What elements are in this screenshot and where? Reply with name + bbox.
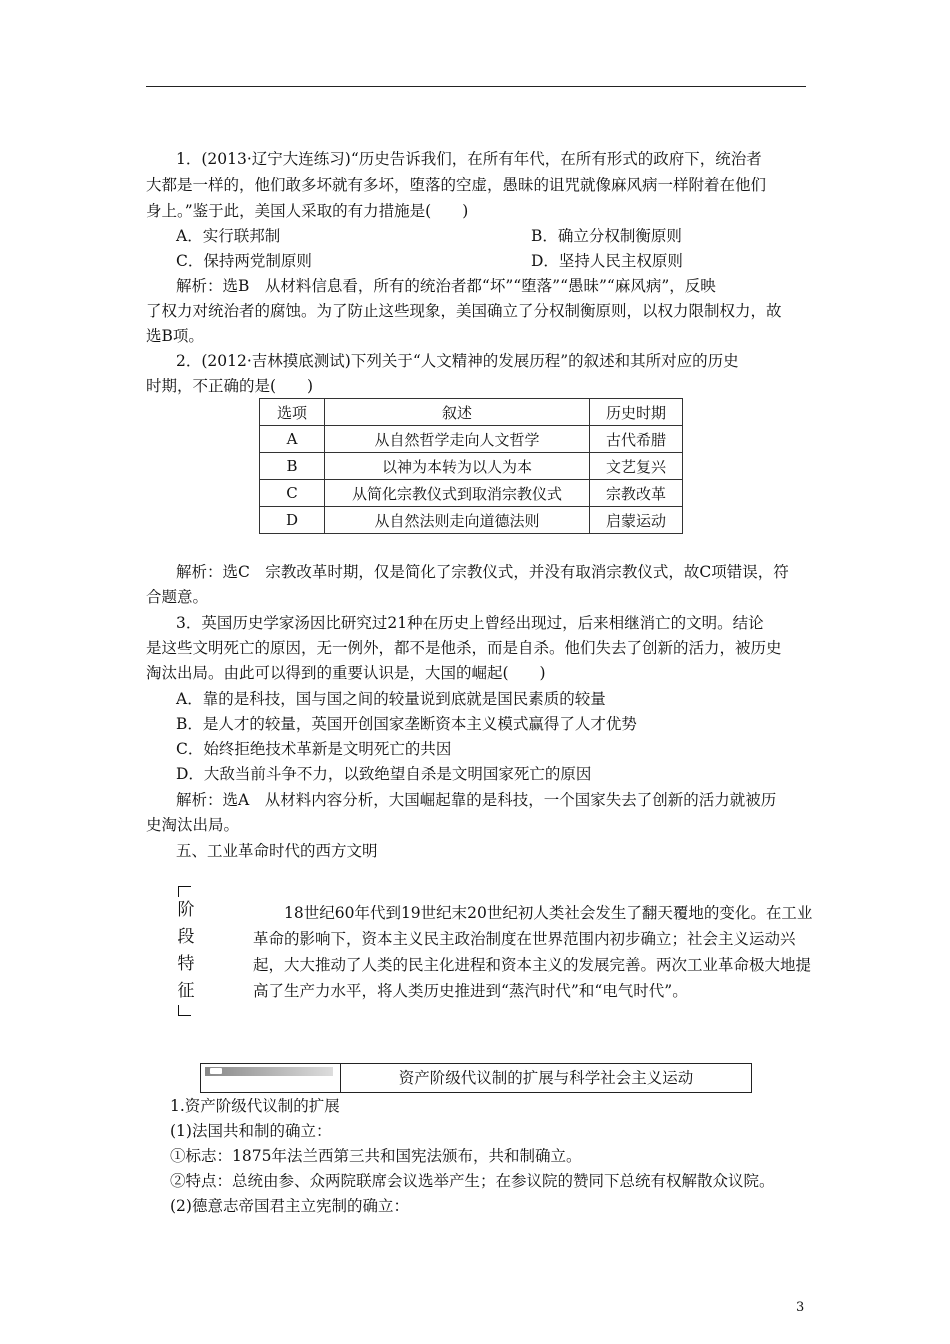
item-1: 1.资产阶级代议制的扩展 <box>170 1097 340 1115</box>
section-heading: 五、工业革命时代的西方文明 <box>176 842 378 860</box>
bracket-top <box>178 886 191 897</box>
q1-option-c: C．保持两党制原则 <box>176 252 312 270</box>
q3-stem-line-2: 是这些文明死亡的原因，无一例外，都不是他杀，而是自杀。他们失去了创新的活力，被历史 <box>146 639 782 657</box>
table-cell: D <box>260 507 325 534</box>
table-cell: 古代希腊 <box>590 426 683 453</box>
topic-box-title: 资产阶级代议制的扩展与科学社会主义运动 <box>398 1069 694 1087</box>
q3-option-d: D．大敌当前斗争不力，以致绝望自杀是文明国家死亡的原因 <box>176 765 592 783</box>
q2-analysis-line-1: 解析：选C 宗教改革时期，仅是简化了宗教仪式，并没有取消宗教仪式，故C项错误，符 <box>176 563 789 581</box>
q3-option-b: B．是人才的较量，英国开创国家垄断资本主义模式赢得了人才优势 <box>176 715 637 733</box>
topic-box-tag-area <box>201 1064 341 1092</box>
stage-label <box>176 886 196 1016</box>
table-cell: 从自然哲学走向人文哲学 <box>325 426 590 453</box>
topic-stripe <box>205 1067 333 1076</box>
q3-stem-line-3: 淘汰出局。由此可以得到的重要认识是，大国的崛起( ) <box>146 664 546 682</box>
table-cell: C <box>260 480 325 507</box>
bracket-bottom <box>178 1005 191 1016</box>
stage-paragraph: 18世纪60年代到19世纪末20世纪初人类社会发生了翻天覆地的变化。在工业革命的影响下，资本主义民主政治制度在世界范围内初步确立；社会主义运动兴起，大大推动了人类的民主化进程和资本主义的发展完善。两次工业革命极大地提高了生产力水平，将人类历史推进到“蒸汽时代”和“电气时代”。 <box>253 904 813 1000</box>
history-table <box>259 398 683 534</box>
q3-stem-line-1: 3．英国历史学家汤因比研究过21种在历史上曾经出现过，后来相继消亡的文明。结论 <box>176 614 764 632</box>
q2-analysis-line-2: 合题意。 <box>146 588 209 606</box>
item-4: ②特点：总统由参、众两院联席会议选举产生；在参议院的赞同下总统有权解散众议院。 <box>170 1172 775 1190</box>
q1-analysis-line-1: 解析：选B 从材料信息看，所有的统治者都“坏”“堕落”“愚昧”“麻风病”，反映 <box>176 277 716 295</box>
table-cell: B <box>260 453 325 480</box>
q1-analysis-line-2: 了权力对统治者的腐蚀。为了防止这些现象，美国确立了分权制衡原则，以权力限制权力，故 <box>146 302 782 320</box>
table-row <box>260 426 683 453</box>
q1-stem-line-1: 1．(2013·辽宁大连练习)“历史告诉我们，在所有年代，在所有形式的政府下，统治者 <box>176 150 762 168</box>
header-rule <box>146 86 806 87</box>
q3-analysis-line-2: 史淘汰出局。 <box>146 816 240 834</box>
stage-label-char: 征 <box>177 981 195 1001</box>
q3-option-c: C．始终拒绝技术革新是文明死亡的共因 <box>176 740 452 758</box>
q2-stem-line-1: 2．(2012·吉林摸底测试)下列关于“人文精神的发展历程”的叙述和其所对应的历史 <box>176 352 739 370</box>
q1-stem-line-3: 身上。”鉴于此，美国人采取的有力措施是( ) <box>146 202 469 220</box>
table-cell: 启蒙运动 <box>590 507 683 534</box>
table-cell: 以神为本转为以人为本 <box>325 453 590 480</box>
q3-option-a: A．靠的是科技，国与国之间的较量说到底就是国民素质的较量 <box>176 690 606 708</box>
stage-label-char: 特 <box>177 954 195 974</box>
item-5: (2)德意志帝国君主立宪制的确立： <box>170 1197 409 1215</box>
table-header-cell: 历史时期 <box>590 399 683 426</box>
table-row <box>260 453 683 480</box>
topic-tag <box>210 1068 222 1074</box>
page-number: 3 <box>796 1300 805 1315</box>
table-row <box>260 507 683 534</box>
item-2: (1)法国共和制的确立： <box>170 1122 332 1140</box>
table-cell: 文艺复兴 <box>590 453 683 480</box>
table-header-row <box>260 399 683 426</box>
item-3: ①标志：1875年法兰西第三共和国宪法颁布，共和制确立。 <box>170 1147 582 1165</box>
topic-box <box>200 1063 752 1093</box>
q1-option-a: A．实行联邦制 <box>176 227 281 245</box>
q3-analysis-line-1: 解析：选A 从材料内容分析，大国崛起靠的是科技，一个国家失去了创新的活力就被历 <box>176 791 777 809</box>
stage-label-char: 阶 <box>177 900 195 920</box>
q1-option-d: D．坚持人民主权原则 <box>531 252 683 270</box>
stage-label-char: 段 <box>177 927 195 947</box>
q1-option-b: B．确立分权制衡原则 <box>531 227 682 245</box>
table-header-cell: 选项 <box>260 399 325 426</box>
table-row <box>260 480 683 507</box>
q1-stem-line-2: 大都是一样的，他们敢多坏就有多坏，堕落的空虚，愚昧的诅咒就像麻风病一样附着在他们 <box>146 176 767 194</box>
table-cell: 从简化宗教仪式到取消宗教仪式 <box>325 480 590 507</box>
table-cell: 从自然法则走向道德法则 <box>325 507 590 534</box>
q2-stem-line-2: 时期，不正确的是( ) <box>146 377 314 395</box>
table-cell: A <box>260 426 325 453</box>
table-cell: 宗教改革 <box>590 480 683 507</box>
q1-analysis-line-3: 选B项。 <box>146 327 204 345</box>
table-header-cell: 叙述 <box>325 399 590 426</box>
